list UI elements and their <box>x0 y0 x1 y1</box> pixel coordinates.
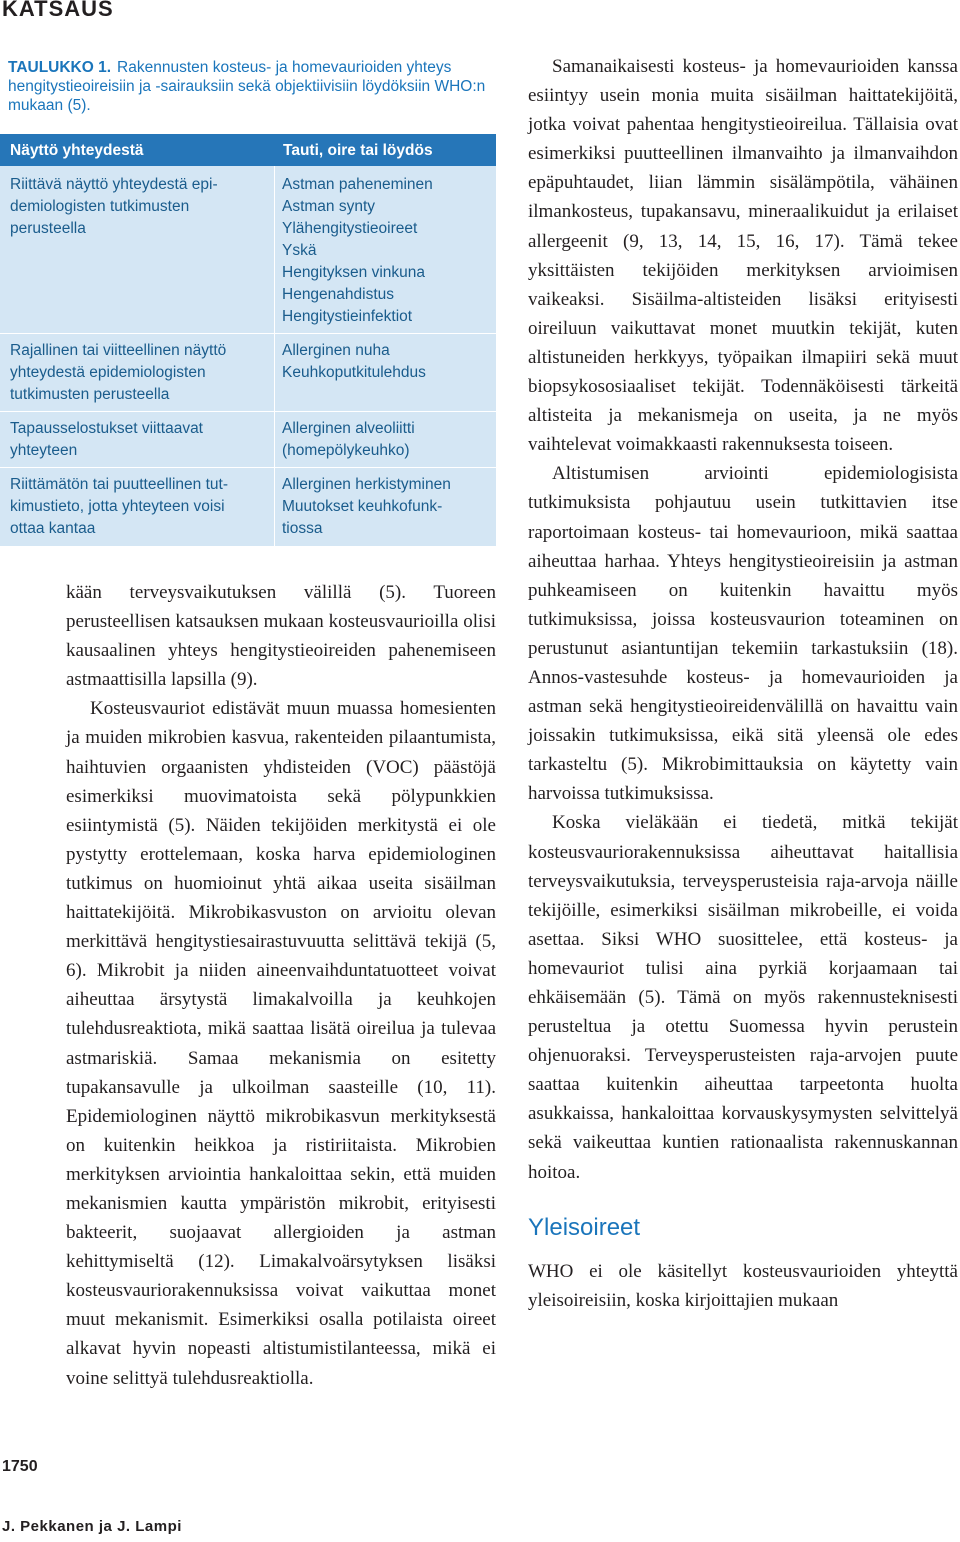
finding-line: Ylähengitystieoireet <box>282 220 418 237</box>
finding-line: tiossa <box>282 520 323 537</box>
evidence-line: yhteyteen <box>10 442 78 459</box>
table-caption-text: Rakennusten kosteus- ja homevaurioiden yhteys hengitystieoireisiin ja -sairauksiin sekä objektiivisiin löydöksiin WHO:n mukaan (5). <box>8 59 486 114</box>
finding-line: (homepölykeuhko) <box>282 442 410 459</box>
table-row-3-findings <box>282 418 492 462</box>
finding-line: Hengenahdistus <box>282 286 395 303</box>
row-separator <box>0 333 496 334</box>
evidence-line: demiologisten tutkimusten <box>10 198 190 215</box>
table-row-4-evidence <box>10 474 268 540</box>
finding-line: Yskä <box>282 242 317 259</box>
evidence-line: tutkimusten perusteella <box>10 386 170 403</box>
finding-line: Muutokset keuhkofunk- <box>282 498 443 515</box>
table-row-2-findings <box>282 340 492 384</box>
middle-text-column <box>66 578 496 1393</box>
body-paragraph: Altistumisen arviointi epidemiologisista tutkimuksista pohjautuu usein tutkittavien itse raportoimaan kosteus- tai homevaurioon, mikä saattaa aiheuttaa harhaa. Yhteys hengitystieoireisiin ja astman puhkeamiseen on kuitenkin havaittu myös tutkimuksissa, joissa kosteusvaurion toteaminen on perustunut asiantuntijan tekemiin tarkastuksiin (18). Annos-vastesuhde kosteus- ja homevaurioiden ja astman sekä hengitystieoireidenvälillä on havaittu vain joissakin tutkimuksissa, eikä sitä yleensä ole edes tarkasteltu (5). Mikrobimittauksia on käytetty vain harvoissa tutkimuksissa. <box>528 463 958 805</box>
table-header-row <box>0 134 496 166</box>
table-row-4-findings <box>282 474 492 540</box>
table-row-1-findings <box>282 174 492 328</box>
evidence-line: Rajallinen tai viitteellinen näyttö <box>10 342 227 359</box>
evidence-table <box>0 134 496 546</box>
column-header-finding: Tauti, oire tai löydös <box>283 142 433 159</box>
body-paragraph: WHO ei ole käsitellyt kosteusvaurioiden yhteyttä yleisoireisiin, koska kirjoittajien mukaan <box>528 1260 958 1311</box>
table-row-3-evidence <box>10 418 268 462</box>
row-separator <box>0 411 496 412</box>
evidence-line: Riittävä näyttö yhteydestä epi- <box>10 176 218 193</box>
evidence-line: kimustieto, jotta yhteyteen voisi <box>10 498 225 515</box>
running-footer-authors: J. Pekkanen ja J. Lampi <box>2 1518 182 1535</box>
column-header-evidence: Näyttö yhteydestä <box>10 142 144 159</box>
page-number: 1750 <box>2 1458 38 1475</box>
section-heading: Yleisoireet <box>528 1213 641 1241</box>
table-row-1-evidence <box>10 174 268 240</box>
body-paragraph: Kosteusvauriot edistävät muun muassa homesienten ja muiden mikrobien kasvua, rakenteiden pilaantumista, haihtuvien orgaanisten yhdisteiden (VOC) päästöjä esimerkiksi muovimatoista sekä pölypunkkien esiintymistä (5). Näiden tekijöiden merkitystä ei ole pystytty erottelemaan, koska harva epidemiologinen tutkimus on huomioinut yhtä aikaa useita sisäilman haittatekijöitä. Mikrobikasvuston on arvioitu olevan merkittävä hengitystiesairastuvuutta selittävä tekijä (5, 6). Mikrobit ja niiden aineenvaihduntatuotteet voivat aiheuttaa ärsytystä limakalvoilla ja keuhkojen tulehdusreaktiota, mikä saattaa lisätä oireilua ja tulevaa astmariskiä. Samaa mekanismia on esitetty tupakansavulle ja ulkoilman saasteille (10, 11). Epidemiologinen näyttö mikrobikasvun merkityksestä on kuitenkin heikkoa ja ristiriitaista. Mikrobien merkityksen arviointia hankaloittaa sekin, että muiden mekanismien kautta ympäristön mikrobit, erityisesti bakteerit, suojaavat allergioiden ja astman kehittymiseltä (12). Limakalvoärsytyksen lisäksi kosteusvauriorakennuksissa voivat vaikuttaa monet muut mekanismit. Esimerkiksi osalla potilaista oireet alkavat hyvin nopeasti altistumistilanteessa, mikä ei voine selittyä tulehdusreaktiolla. <box>66 698 496 1389</box>
body-paragraph: Samanaikaisesti kosteus- ja homevaurioiden kanssa esiintyy usein monia muita sisäilman haittatekijöitä, jotka voivat pahentaa hengitystieoireilua. Tällaisia ovat esimerkiksi puutteellinen ilmanvaihto ja ilmanvaihdon epäpuhtaudet, liian lämmin sisälämpötila, vähäinen ilmankosteus, tupakansavu, mineraalikuidut ja erilaiset allergeenit (9, 13, 14, 15, 16, 17). Tämä tekee yksittäisten tekijöiden merkityksen arvioimisen vaikeaksi. Sisäilma-altisteiden lisäksi erityisesti oireiluun vaikuttavat monet muutkin tekijät, kuten altistuneiden herkkyys, työpaikan ilmapiiri sekä muut biopsykososiaaliset tekijät. Todennäköisesti tärkeitä altisteita ja mekanismeja on useita, ja ne myös vaihtelevat voimakkaasti rakennuksesta toiseen. <box>528 56 958 456</box>
table-row-2-evidence <box>10 340 268 406</box>
evidence-line: yhteydestä epidemiologisten <box>10 364 206 381</box>
evidence-line: ottaa kantaa <box>10 520 96 537</box>
evidence-line: Tapausselostukset viittaavat <box>10 420 203 437</box>
finding-line: Keuhkoputkitulehdus <box>282 364 426 381</box>
finding-line: Allerginen herkistyminen <box>282 476 451 493</box>
section-label: KATSAUS <box>2 0 114 21</box>
right-text-column <box>528 52 958 1315</box>
evidence-line: Riittämätön tai puutteellinen tut- <box>10 476 228 493</box>
body-paragraph: kään terveysvaikutuksen välillä (5). Tuoreen perusteellisen katsauksen mukaan kosteusvaurioilla olisi kausaalinen yhteys hengitystieoireiden pahenemiseen astmaattisilla lapsilla (9). <box>66 582 496 691</box>
finding-line: Astman synty <box>282 198 376 215</box>
row-separator <box>0 467 496 468</box>
finding-line: Hengityksen vinkuna <box>282 264 426 281</box>
finding-line: Hengitystieinfektiot <box>282 308 413 325</box>
body-paragraph: Koska vieläkään ei tiedetä, mitkä tekijät kosteusvauriorakennuksissa aiheuttavat haitallisia terveysvaikutuksia, terveysperusteisia raja-arvoja näille tekijöille, esimerkiksi sisäilman mikrobeille, ei voida asettaa. Siksi WHO suosittelee, että kosteus- ja homevauriot tulisi aina pyrkiä korjaamaan tai ehkäisemään (5). Tämä on myös rakennusteknisesti perusteltua ja otettu Suomessa hyvin perustein ohjenuoraksi. Terveysperusteisten raja-arvojen puute saattaa kuitenkin aiheuttaa tarpeetonta huolta asukkaissa, hankaloittaa korvauskysymysten selvittelyä sekä vaikeuttaa kuntien rationaalista rakennuskannan hoitoa. <box>528 812 958 1183</box>
table-caption <box>8 58 492 115</box>
evidence-line: perusteella <box>10 220 86 237</box>
column-divider <box>274 166 275 546</box>
table-caption-label: TAULUKKO 1. <box>8 59 112 76</box>
finding-line: Allerginen nuha <box>282 342 390 359</box>
finding-line: Allerginen alveoliitti <box>282 420 415 437</box>
finding-line: Astman paheneminen <box>282 176 433 193</box>
